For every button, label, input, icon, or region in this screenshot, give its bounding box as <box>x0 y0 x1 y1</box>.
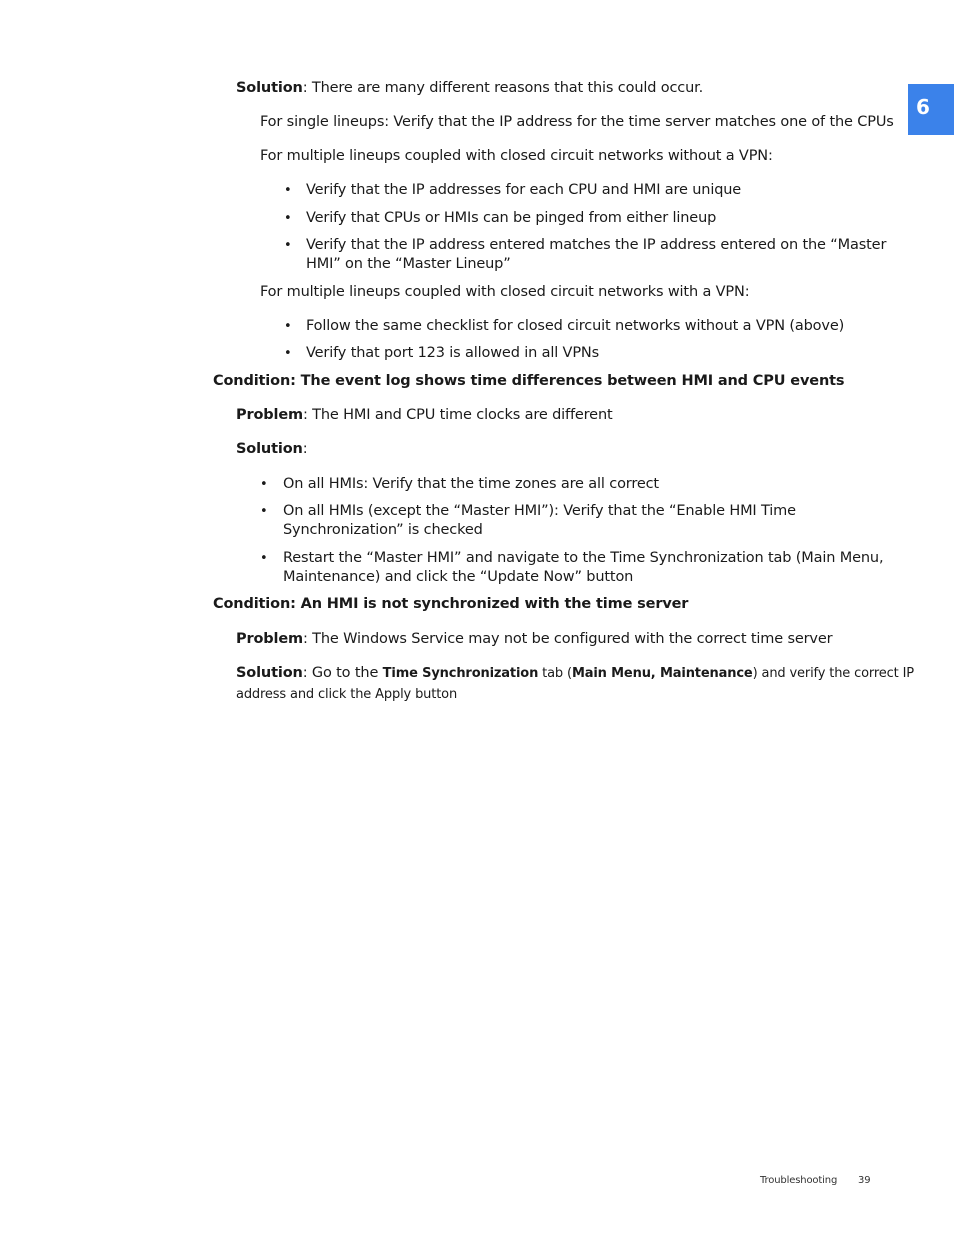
solution-paragraph-3 <box>236 665 914 681</box>
verify-text: ) and verify the correct IP <box>752 666 914 681</box>
solution-label: Solution <box>236 665 303 681</box>
bullet-icon: • <box>260 477 268 492</box>
list-item: Verify that the IP addresses for each CPU and HMI are unique <box>306 182 742 198</box>
condition-heading-2: Condition: An HMI is not synchronized with the time server <box>213 596 689 612</box>
bullet-icon: • <box>284 183 292 198</box>
solution-label: Solution <box>236 441 303 457</box>
list-item: Follow the same checklist for closed circuit networks without a VPN (above) <box>306 318 845 334</box>
list-item: On all HMIs: Verify that the time zones are all correct <box>283 476 659 492</box>
single-lineups-text: For single lineups: Verify that the IP address for the time server matches one of the CPUs <box>260 114 894 130</box>
multi-no-vpn-text: For multiple lineups coupled with closed circuit networks without a VPN: <box>260 148 773 164</box>
main-menu-ref: Main Menu, Maintenance <box>571 666 753 681</box>
problem-text: : The HMI and CPU time clocks are different <box>302 407 613 423</box>
list-item-continuation: HMI” on the “Master Lineup” <box>306 256 511 272</box>
bullet-icon: • <box>284 346 292 361</box>
solution-text: : There are many different reasons that this could occur. <box>302 80 704 96</box>
solution-label: Solution <box>236 80 303 96</box>
bullet-icon: • <box>284 238 292 253</box>
solution-paragraph-2 <box>236 441 307 457</box>
list-item: Restart the “Master HMI” and navigate to the Time Synchronization tab (Main Menu, <box>283 550 884 566</box>
list-item: Verify that port 123 is allowed in all VPNs <box>306 345 600 361</box>
solution-line-2: address and click the Apply button <box>236 687 458 702</box>
problem-label: Problem <box>236 407 303 423</box>
bullet-icon: • <box>260 504 268 519</box>
problem-label: Problem <box>236 631 303 647</box>
list-item: Verify that CPUs or HMIs can be pinged from either lineup <box>306 210 717 226</box>
footer-section: Troubleshooting <box>760 1175 838 1186</box>
tab-text: tab ( <box>538 666 572 681</box>
problem-text: : The Windows Service may not be configured with the correct time server <box>302 631 833 647</box>
list-item: Verify that the IP address entered matches the IP address entered on the “Master <box>306 237 887 253</box>
solution-colon: : <box>302 441 308 457</box>
bullet-icon: • <box>284 319 292 334</box>
problem-paragraph-2 <box>236 631 832 647</box>
condition-heading-1: Condition: The event log shows time differences between HMI and CPU events <box>213 373 845 389</box>
page-number: 39 <box>858 1175 871 1186</box>
solution-goto-text: : Go to the <box>302 665 383 681</box>
problem-paragraph-1 <box>236 407 613 423</box>
chapter-tab <box>908 84 954 135</box>
list-item-continuation: Maintenance) and click the “Update Now” button <box>283 569 634 585</box>
multi-vpn-text: For multiple lineups coupled with closed circuit networks with a VPN: <box>260 284 750 300</box>
time-sync-ref: Time Synchronization <box>382 666 539 681</box>
chapter-number: 6 <box>916 95 930 119</box>
list-item: On all HMIs (except the “Master HMI”): Verify that the “Enable HMI Time <box>283 503 796 519</box>
solution-paragraph-1 <box>236 80 703 96</box>
bullet-icon: • <box>284 211 292 226</box>
bullet-icon: • <box>260 551 268 566</box>
list-item-continuation: Synchronization” is checked <box>283 522 483 538</box>
